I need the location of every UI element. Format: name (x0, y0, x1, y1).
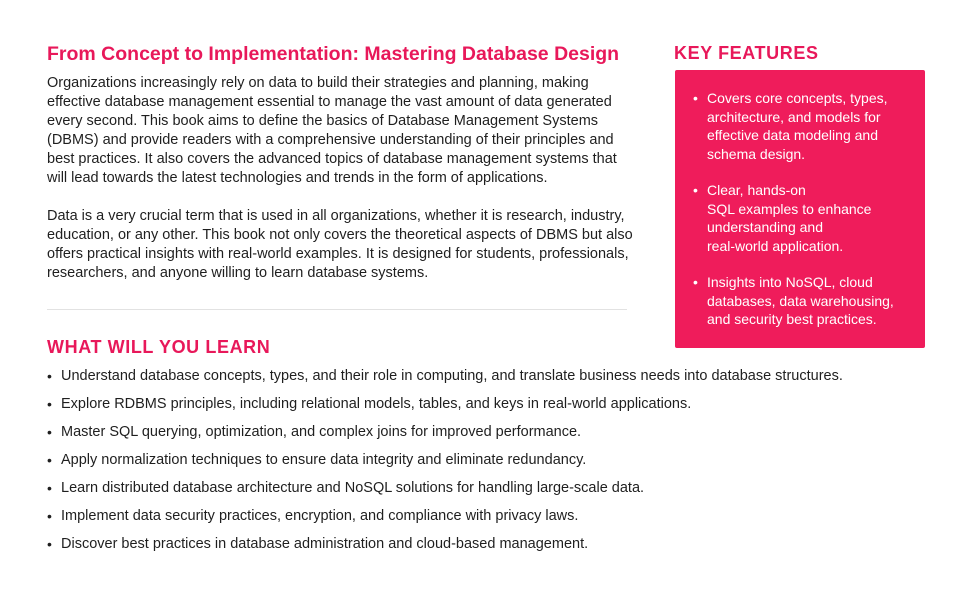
feature-item-1 (693, 89, 911, 163)
feature-line: real-world application. (707, 237, 844, 254)
learn-item-3 (47, 422, 947, 450)
feature-line: Clear, hands-on (707, 182, 806, 198)
feature-line: and security best practices. (707, 311, 877, 327)
bullet-icon: • (47, 396, 52, 412)
feature-line: understanding and (707, 219, 823, 235)
learn-item-6 (47, 506, 947, 534)
learn-item-text: Discover best practices in database administration and cloud-based management. (61, 536, 589, 552)
feature-line: Insights into NoSQL, cloud (707, 274, 873, 290)
learn-item-text: Learn distributed database architecture and NoSQL solutions for handling large-scale data. (61, 480, 645, 496)
intro-section (47, 74, 637, 283)
learn-item-1 (47, 366, 947, 394)
learn-item-2 (47, 394, 947, 422)
intro-paragraph-2: Data is a very crucial term that is used in all organizations, whether it is research, industry, education, or any other. This book not only covers the theoretical aspects of DBMS but also offers practical insights with real-world examples. It is designed for students, professionals, researchers, and anyone willing to learn database systems. (47, 208, 633, 281)
bullet-icon: • (47, 508, 52, 524)
bullet-icon: • (693, 182, 698, 198)
learn-heading: WHAT WILL YOU LEARN (47, 337, 271, 357)
intro-paragraph-1: Organizations increasingly rely on data to build their strategies and planning, making effective database management essential to manage the vast amount of data generated every second. This book aims to define the basics of Database Management Systems (DBMS) and provide readers with a comprehensive understanding of their principles and best practices. It also covers the advanced topics of database management systems that will lead towards the latest technologies and trends in the form of applications. (47, 75, 617, 186)
section-divider (47, 309, 627, 310)
feature-line: databases, data warehousing, (707, 292, 894, 309)
learn-item-text: Master SQL querying, optimization, and complex joins for improved performance. (61, 424, 582, 440)
learn-list (47, 366, 947, 562)
key-features-box (675, 70, 925, 348)
bullet-icon: • (47, 452, 52, 468)
feature-line: schema design. (707, 145, 806, 162)
bullet-icon: • (47, 536, 52, 552)
learn-item-4 (47, 450, 947, 478)
bullet-icon: • (47, 368, 52, 384)
bullet-icon: • (47, 480, 52, 496)
learn-item-text: Explore RDBMS principles, including relational models, tables, and keys in real-world applications. (61, 396, 692, 412)
learn-item-5 (47, 478, 947, 506)
feature-line: architecture, and models for (707, 108, 881, 125)
feature-item-2 (693, 181, 911, 255)
page-title: From Concept to Implementation: Mastering Database Design (47, 43, 620, 65)
bullet-icon: • (693, 90, 698, 106)
features-list (693, 89, 911, 329)
learn-item-text: Apply normalization techniques to ensure data integrity and eliminate redundancy. (61, 452, 587, 468)
learn-item-text: Understand database concepts, types, and their role in computing, and translate business needs into database structures. (61, 368, 843, 384)
feature-line: effective data modeling and (707, 127, 878, 143)
feature-line: Covers core concepts, types, (707, 90, 888, 106)
learn-item-text: Implement data security practices, encryption, and compliance with privacy laws. (61, 508, 579, 524)
bullet-icon: • (693, 274, 698, 290)
bullet-icon: • (47, 424, 52, 440)
feature-line: SQL examples to enhance (707, 200, 872, 217)
features-heading: KEY FEATURES (674, 43, 819, 63)
feature-item-3 (693, 273, 911, 329)
learn-item-7 (47, 534, 947, 562)
